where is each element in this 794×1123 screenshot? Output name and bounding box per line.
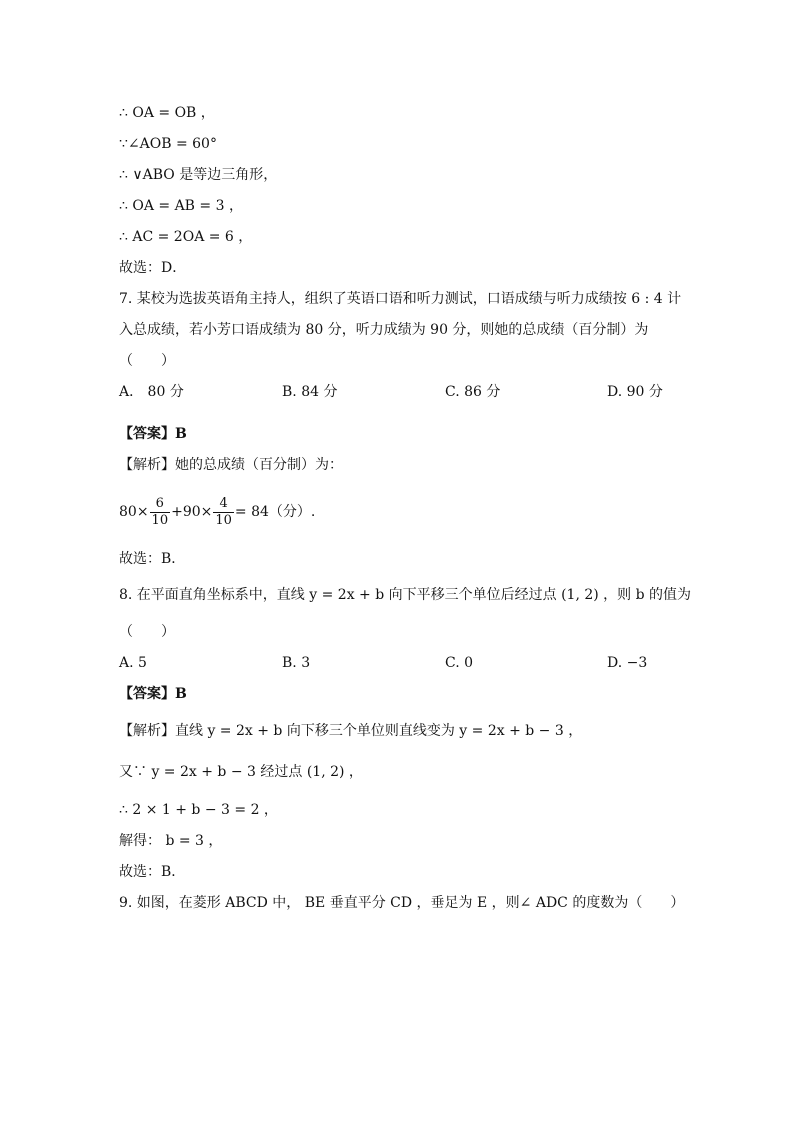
q7-option-b: B. 84 分 [282, 384, 338, 400]
q8-stem-line-1: 8. 在平面直角坐标系中，直线 y = 2x + b 向下平移三个单位后经过点 (1, 2) ，则 b 的值为 [119, 587, 692, 603]
q8-option-a: A. 5 [119, 655, 147, 671]
fraction-2-denominator: 10 [215, 512, 232, 528]
q9-stem-line-1: 9. 如图，在菱形 ABCD 中， BE 垂直平分 CD ，垂足为 E ，则∠ ADC 的度数为（ ） [119, 895, 685, 911]
q7-option-d: D. 90 分 [607, 384, 663, 400]
q8-option-c: C. 0 [445, 655, 474, 671]
solution-line-1: ∴ OA = OB ， [119, 105, 215, 121]
q8-option-b: B. 3 [282, 655, 311, 671]
solution-line-3: ∴ ∨ABO 是等边三角形， [119, 167, 278, 183]
q7-answer: 【答案】B [119, 426, 187, 442]
calc-part-c: = 84（分）. [234, 504, 316, 520]
calc-part-a: 80× [119, 504, 149, 520]
calc-part-b: +90× [171, 504, 213, 520]
q7-calculation [119, 494, 315, 530]
choose-line-6: 故选：D． [119, 260, 187, 276]
q8-step-1: 又∵ y = 2x + b − 3 经过点 (1, 2) ， [119, 764, 363, 780]
q7-analysis: 【解析】她的总成绩（百分制）为： [119, 457, 343, 473]
q7-stem-line-1: 7. 某校为选拔英语角主持人，组织了英语口语和听力测试，口语成绩与听力成绩按 6 : 4 计 [119, 291, 682, 307]
fraction-2 [213, 496, 234, 529]
q7-stem-line-2: 入总成绩，若小芳口语成绩为 80 分，听力成绩为 90 分，则她的总成绩（百分制）为 [119, 322, 649, 338]
q7-option-a: A． 80 分 [119, 384, 184, 400]
q7-stem-line-3: （ ） [119, 353, 175, 369]
q8-step-3: 解得： b = 3 ， [119, 833, 223, 849]
fraction-1-numerator: 6 [150, 496, 171, 513]
q8-option-d: D. −3 [607, 655, 648, 671]
q8-step-2: ∴ 2 × 1 + b − 3 = 2 ， [119, 802, 278, 818]
fraction-1 [150, 496, 171, 529]
solution-line-2: ∵∠AOB = 60° [119, 136, 217, 152]
fraction-1-denominator: 10 [151, 512, 169, 528]
solution-line-5: ∴ AC = 2OA = 6 ， [119, 229, 253, 245]
solution-line-4: ∴ OA = AB = 3 ， [119, 198, 243, 214]
q8-choose: 故选：B． [119, 864, 186, 880]
q8-stem-line-2: （ ） [119, 624, 175, 640]
q7-option-c: C. 86 分 [445, 384, 501, 400]
q8-analysis: 【解析】直线 y = 2x + b 向下移三个单位则直线变为 y = 2x + b − 3 ， [119, 723, 583, 739]
q8-answer: 【答案】B [119, 686, 187, 702]
q7-choose: 故选：B． [119, 551, 186, 567]
fraction-2-numerator: 4 [213, 496, 234, 513]
